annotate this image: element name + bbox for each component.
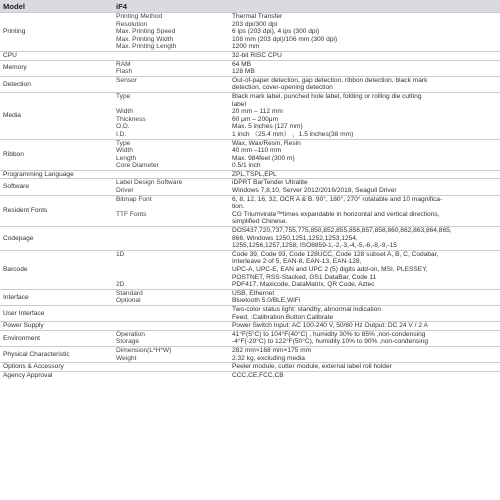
spec-value: Two-color status light: standby, abnormal indication Feed, :Calibration Button:Calibrate <box>232 305 382 321</box>
spec-row <box>0 305 500 321</box>
spec-subitem: RAM <box>116 60 131 68</box>
spec-value: Black mark label, punched hole label, folding or rolling die cutting label <box>232 92 422 108</box>
spec-subitem: Core Diameter <box>116 162 159 170</box>
category-label: Software <box>3 183 30 191</box>
spec-row <box>0 322 500 331</box>
spec-subitem: Standard <box>116 289 143 297</box>
spec-row <box>0 76 500 92</box>
header-blank <box>229 0 500 13</box>
spec-row <box>0 289 500 297</box>
spec-value: iDPRT BarTender Ultralite <box>232 179 308 187</box>
spec-value: 2.32 kg, excluding media <box>232 354 305 362</box>
spec-subitem: Label Design Software <box>116 179 183 187</box>
spec-value: CCC,CE,FCC,CB <box>232 371 284 379</box>
spec-body <box>0 13 500 380</box>
spec-value: 40 mm –110 mm <box>232 147 281 155</box>
spec-value: USB, Ethernet <box>232 289 275 297</box>
spec-subitem: Flash <box>116 68 133 76</box>
header-row <box>0 0 500 13</box>
spec-value: 64 MB <box>232 60 252 68</box>
spec-subitem: I.D. <box>116 130 127 138</box>
spec-subitem: Driver <box>116 187 134 195</box>
spec-subitem: Max. Printing Speed <box>116 28 176 36</box>
spec-value: Peeler module, cutter module, external label roll holder <box>232 363 392 371</box>
spec-subitem: TTF Fonts <box>116 210 147 218</box>
spec-row <box>0 60 500 68</box>
spec-value: 203 dpi/300 dpi <box>232 20 278 28</box>
spec-subitem <box>113 371 229 379</box>
spec-value: DOS437,720,737,755,775,850,852,855,856,857,858,860,862,863,864,865, 866, Windows 1250,1251,1252,1253,1254, 1255,1256,1257,1258, ISO8859-1,-2,-3,-4,-5,-6,-8,-9,-15 <box>232 227 452 250</box>
spec-value: Thermal Transfer <box>232 13 283 20</box>
model-value: iF4 <box>113 0 229 13</box>
spec-subitem: Max. Printing Length <box>116 43 177 51</box>
category-label: Environment <box>3 334 41 342</box>
spec-subitem: Bitmap Font <box>116 195 152 203</box>
spec-subitem: Type <box>116 139 131 147</box>
spec-value: Max. 5 inches (127 mm) <box>232 123 303 131</box>
spec-subitem: Optional <box>116 297 141 305</box>
spec-value: PDF417, Maxicode, DataMatrix, QR Code, Aztec <box>232 281 375 289</box>
category-label: Detection <box>3 80 31 88</box>
spec-row <box>0 346 500 354</box>
spec-subitem: Length <box>116 154 137 162</box>
spec-subitem: 2D <box>116 281 125 289</box>
spec-subitem: Thickness <box>116 115 146 123</box>
category-label: Barcode <box>3 266 28 273</box>
spec-subitem <box>113 227 229 251</box>
spec-row <box>0 195 500 211</box>
category-label: Ribbon <box>3 150 24 158</box>
spec-row <box>0 139 500 147</box>
spec-subitem: Sensor <box>116 76 137 84</box>
spec-subitem: Storage <box>116 338 140 346</box>
category-label: Agency Approval <box>3 371 53 379</box>
spec-value: Code 39, Code 93, Code 128UCC, Code 128 subset A, B, C, Codabar, Interleave 2 of 5, EAN-8, EAN-13, EAN-128, UPC-A, UPC-E, EAN and UPC 2 (5) digits add-on, MSI, PLESSEY, POSTNET, RSS-Stacked, GS1 DataBar, Code 11 <box>232 250 439 281</box>
spec-value: 41°F(5°C) to 104°F(40°C) , humidity 30% to 85% ,non-condensing <box>232 330 426 338</box>
spec-row <box>0 250 500 281</box>
spec-subitem: Max. Printing Width <box>116 35 174 43</box>
spec-subitem: Dimension(L*H*W) <box>116 346 172 354</box>
spec-value: 1200 mm <box>232 43 260 51</box>
category-label: Codepage <box>3 234 34 242</box>
spec-row <box>0 170 500 179</box>
spec-value: -4°F(-20°C) to 122°F(50°C), humidity 10% to 90% ,non-condensing <box>232 338 428 346</box>
spec-subitem: Printing Method <box>116 13 163 20</box>
spec-row <box>0 363 500 372</box>
spec-value: Out-of-paper detection, gap detection, ribbon detection, black mark detection, cover-opening detection <box>232 76 428 92</box>
spec-subitem: Width <box>116 108 133 116</box>
category-label: Media <box>3 111 21 119</box>
spec-subitem: 1D <box>116 250 125 258</box>
spec-subitem: Width <box>116 147 133 155</box>
category-label: CPU <box>3 51 17 59</box>
category-label: Memory <box>3 64 27 72</box>
spec-value: CG Triumvirate™times expandable in horizontal and vertical directions, simplified Chinese. <box>232 210 440 226</box>
spec-subitem: Operation <box>116 330 145 338</box>
model-label: Model <box>0 0 113 13</box>
spec-value: 60 μm – 200μm <box>232 115 279 123</box>
spec-row <box>0 179 500 187</box>
category-label: Resident Fonts <box>3 207 48 215</box>
spec-row <box>0 227 500 251</box>
spec-value: 0.5/1 inch <box>232 162 261 170</box>
spec-value: ZPL,TSPL,EPL <box>232 170 277 178</box>
spec-value: 108 mm (203 dpi)/106 mm (300 dpi) <box>232 35 338 43</box>
spec-value: Max. 984feet (300 m) <box>232 154 295 162</box>
spec-subitem: Weight <box>116 354 137 362</box>
category-label: Options & Accessory <box>3 363 64 371</box>
category-label: Printing <box>3 28 26 36</box>
spec-subitem: Type <box>116 92 131 100</box>
category-label: Programming Language <box>3 170 74 178</box>
category-label: Interface <box>3 293 29 301</box>
spec-value: 282 mm×168 mm×175 mm <box>232 346 312 354</box>
spec-row <box>0 371 500 379</box>
spec-value: 6, 8, 12, 16, 32, OCR A & B. 90°, 180°, 270° rotatable and 10 magnifica- tion. <box>232 195 443 211</box>
spec-value: 32-bit RISC CPU <box>232 51 282 59</box>
spec-value: Power Switch Input: AC 100-240 V, 50/60 Hz Output: DC 24 V / 2 A <box>232 322 428 330</box>
spec-value: 128 MB <box>232 68 255 76</box>
spec-subitem <box>113 305 229 321</box>
spec-subitem <box>113 170 229 179</box>
spec-value: 1 inch （25.4 mm） ，1.5 inches(38 mm) <box>232 130 354 138</box>
spec-subitem: Resolution <box>116 20 148 28</box>
spec-row <box>0 51 500 60</box>
spec-subitem <box>113 322 229 331</box>
spec-subitem: O.D. <box>116 123 130 131</box>
category-label: User Interface <box>3 309 45 317</box>
spec-row <box>0 92 500 108</box>
spec-subitem <box>113 51 229 60</box>
spec-subitem <box>113 363 229 372</box>
spec-value: 20 mm – 112 mm <box>232 108 283 116</box>
spec-value: Windows 7,8,10, Server 2012/2016/2018, Seagull Driver <box>232 187 397 195</box>
category-label: Physical Characteristic <box>3 350 70 358</box>
spec-row <box>0 13 500 21</box>
spec-value: Wax, Wax/Resin, Resin <box>232 139 301 147</box>
spec-value: Bluetooth 5.0/BLE,WiFi <box>232 297 301 305</box>
spec-value: 6 ips (203 dpi), 4 ips (300 dpi) <box>232 28 320 36</box>
category-label: Power Supply <box>3 322 44 330</box>
